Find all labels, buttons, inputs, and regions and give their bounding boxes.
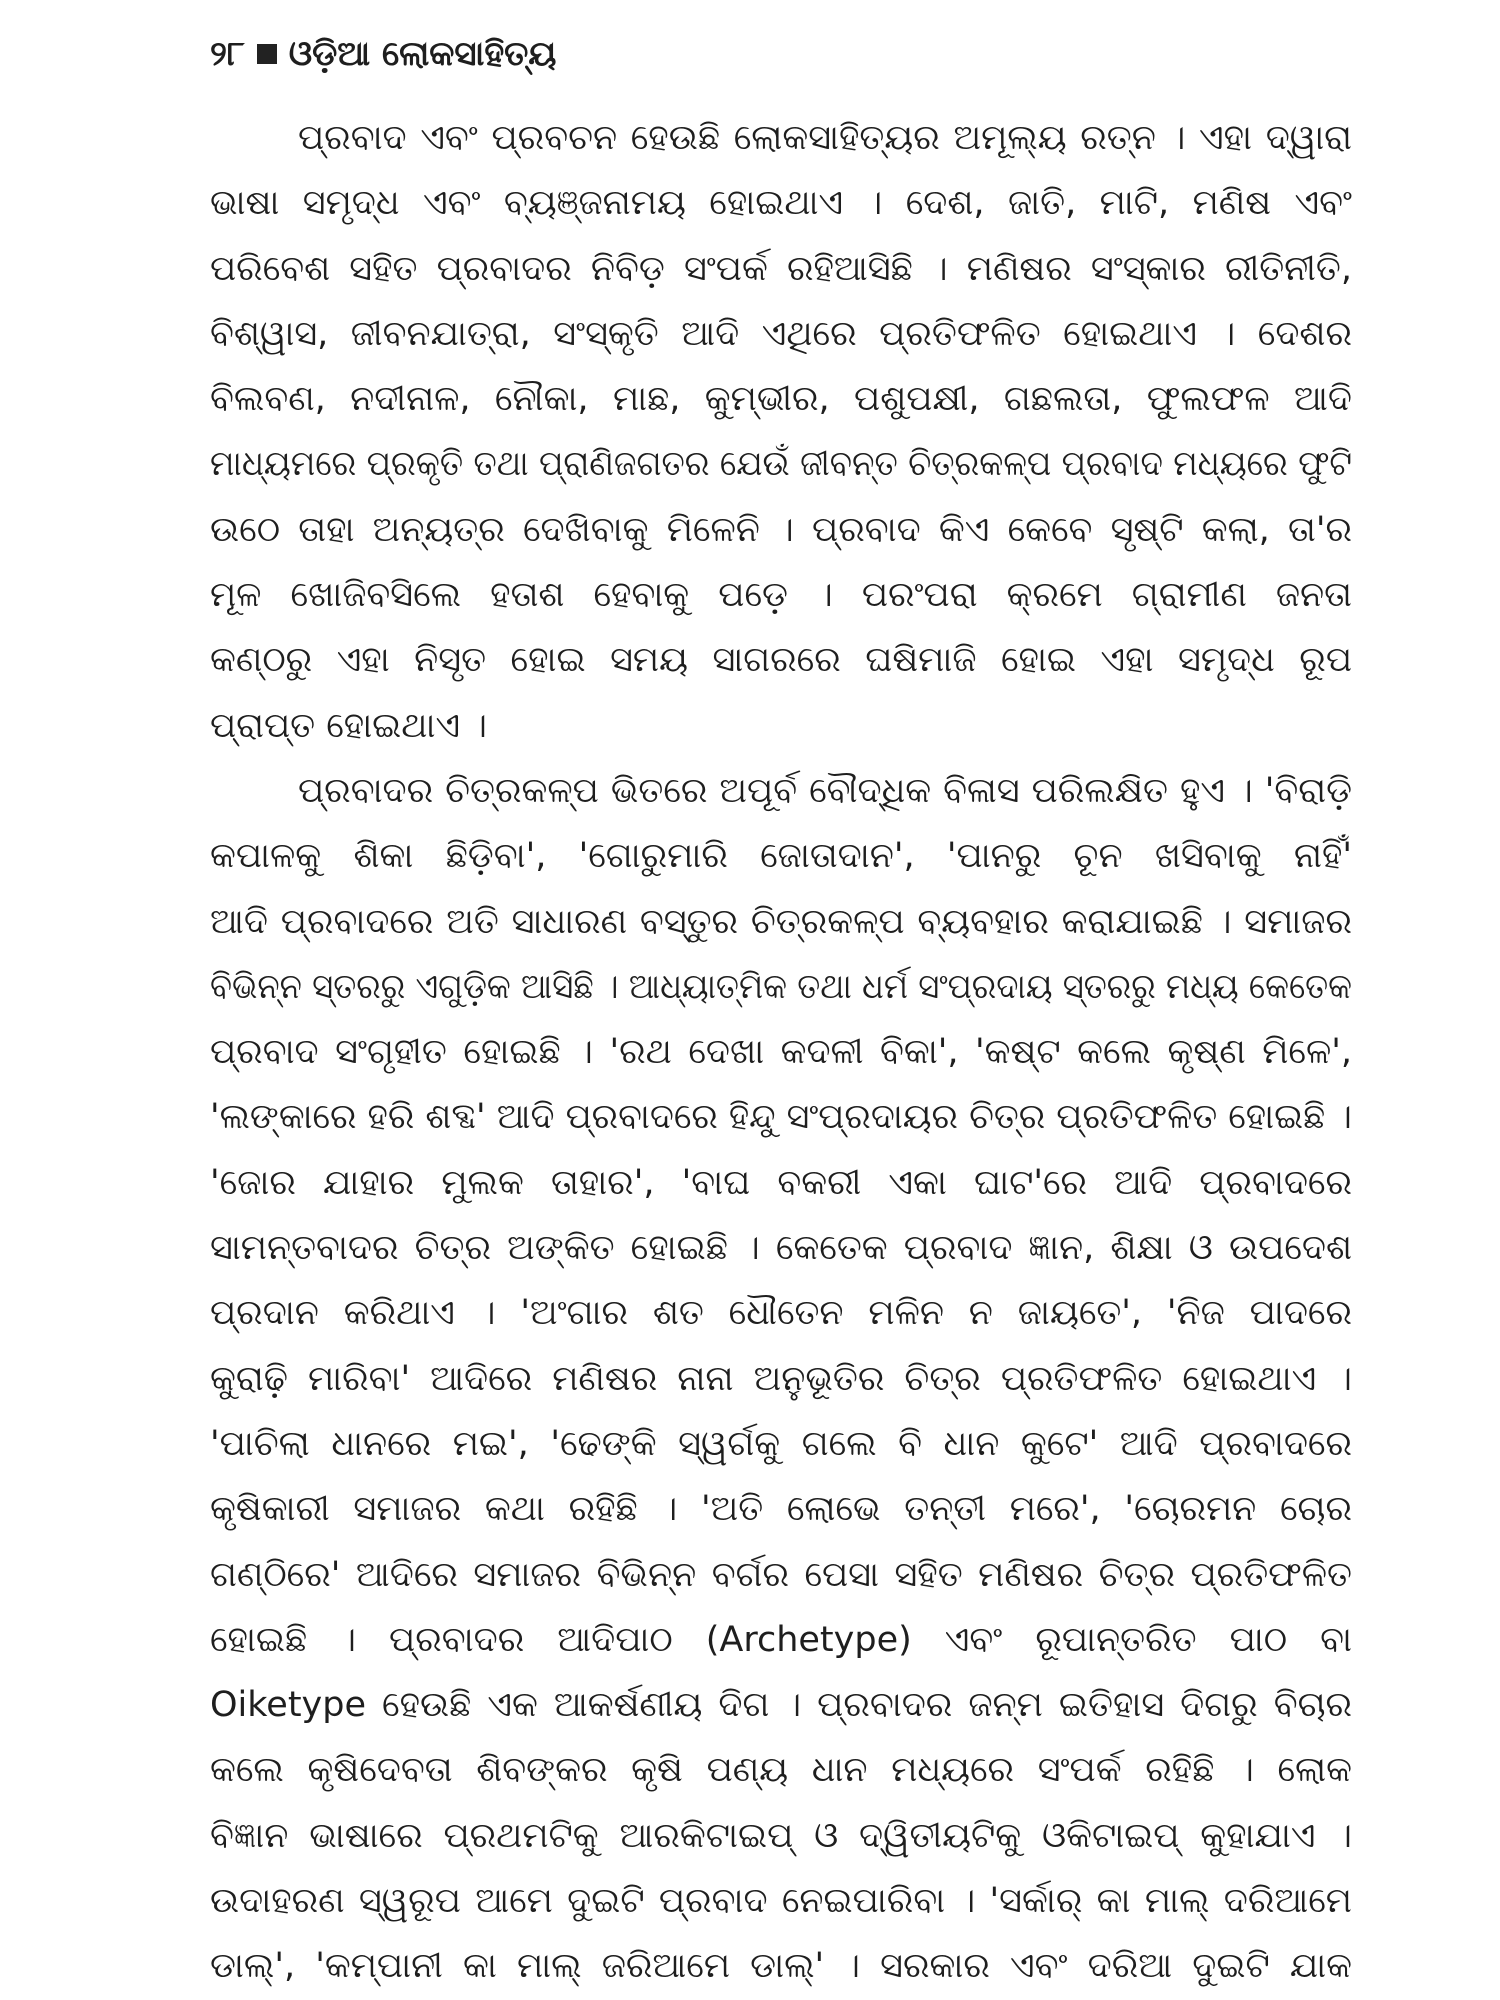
text-line: କୃଷିକାରୀ ସମାଜର କଥା ରହିଛି । 'ଅତି ଲୋଭେ ତନ୍ତୀ ମରେ', 'ଚୋରମନ ଚୋର <box>210 1489 1352 1530</box>
text-line: ବିଶ୍ୱାସ, ଜୀବନଯାତ୍ରା, ସଂସ୍କୃତି ଆଦି ଏଥିରେ ପ୍ରତିଫଳିତ ହୋଇଥାଏ । ଦେଶର <box>210 313 1352 354</box>
page-number: ୨୮ <box>210 34 245 74</box>
text-line: ହୋଇଛି । ପ୍ରବାଦର ଆଦିପାଠ (Archetype) ଏବଂ ରୂପାନ୍ତରିତ ପାଠ ବା <box>210 1619 1352 1660</box>
text-line: ଭାଷା ସମୃଦ୍ଧ ଏବଂ ବ୍ୟଞ୍ଜନାମୟ ହୋଇଥାଏ । ଦେଶ, ଜାତି, ମାଟି, ମଣିଷ ଏବଂ <box>210 183 1352 224</box>
paragraph <box>210 106 1352 759</box>
text-line: ବିଭିନ୍ନ ସ୍ତରରୁ ଏଗୁଡ଼ିକ ଆସିଛି । ଆଧ୍ୟାତ୍ମିକ ତଥା ଧର୍ମ ସଂପ୍ରଦାୟ ସ୍ତରରୁ ମଧ୍ୟ କେତେକ <box>210 966 1352 1007</box>
text-line: ଗଣ୍ଠିରେ' ଆଦିରେ ସମାଜର ବିଭିନ୍ନ ବର୍ଗର ପେସା ସହିତ ମଣିଷର ଚିତ୍ର ପ୍ରତିଫଳିତ <box>210 1554 1352 1595</box>
book-title: ଓଡ଼ିଆ ଲୋକସାହିତ୍ୟ <box>288 34 557 74</box>
paragraph <box>210 759 1352 2000</box>
text-line: ମୂଳ ଖୋଜିବସିଲେ ହତାଶ ହେବାକୁ ପଡ଼େ । ପରଂପରା କ୍ରମେ ଗ୍ରାମୀଣ ଜନତା <box>210 575 1352 616</box>
text-line: ଉଠେ ତାହା ଅନ୍ୟତ୍ର ଦେଖିବାକୁ ମିଳେନି । ପ୍ରବାଦ କିଏ କେବେ ସୃଷ୍ଟି କଲା, ତା'ର <box>210 509 1352 550</box>
text-line: ମାଧ୍ୟମରେ ପ୍ରକୃତି ତଥା ପ୍ରାଣିଜଗତର ଯେଉଁ ଜୀବନ୍ତ ଚିତ୍ରକଳ୍ପ ପ୍ରବାଦ ମଧ୍ୟରେ ଫୁଟି <box>210 444 1352 485</box>
square-bullet-icon <box>257 44 277 64</box>
text-line: Oiketype ହେଉଛି ଏକ ଆକର୍ଷଣୀୟ ଦିଗ । ପ୍ରବାଦର ଜନ୍ମ ଇତିହାସ ଦିଗରୁ ବିଚାର <box>210 1685 1352 1726</box>
text-line: କପାଳକୁ ଶିକା ଛିଡ଼ିବା', 'ଗୋରୁମାରି ଜୋତାଦାନ', 'ପାନରୁ ଚୂନ ଖସିବାକୁ ନାହିଁ' <box>210 836 1352 877</box>
text-line: କୁରାଢ଼ି ମାରିବା' ଆଦିରେ ମଣିଷର ନାନା ଅନୁଭୂତିର ଚିତ୍ର ପ୍ରତିଫଳିତ ହୋଇଥାଏ । <box>210 1358 1352 1399</box>
text-line: 'ଲଙ୍କାରେ ହରି ଶବ୍ଦ' ଆଦି ପ୍ରବାଦରେ ହିନ୍ଦୁ ସଂପ୍ରଦାୟର ଚିତ୍ର ପ୍ରତିଫଳିତ ହୋଇଛି । <box>210 1097 1352 1138</box>
text-line: ଉଦାହରଣ ସ୍ୱରୂପ ଆମେ ଦୁଇଟି ପ୍ରବାଦ ନେଇପାରିବା । 'ସର୍କାର୍ କା ମାଲ୍ ଦରିଆମେ <box>210 1881 1352 1922</box>
text-line: କଣ୍ଠରୁ ଏହା ନିସୃତ ହୋଇ ସମୟ ସାଗରରେ ଘଷିମାଜି ହୋଇ ଏହା ସମୃଦ୍ଧ ରୂପ <box>210 640 1352 681</box>
text-line: ବିଜ୍ଞାନ ଭାଷାରେ ପ୍ରଥମଟିକୁ ଆରକିଟାଇପ୍ ଓ ଦ୍ୱିତୀୟଟିକୁ ଓକିଟାଇପ୍ କୁହାଯାଏ । <box>210 1815 1352 1856</box>
text-line: ପ୍ରବାଦ ଏବଂ ପ୍ରବଚନ ହେଉଛି ଲୋକସାହିତ୍ୟର ଅମୂଲ୍ୟ ରତ୍ନ । ଏହା ଦ୍ୱାରା <box>298 118 1352 158</box>
running-header <box>210 34 556 74</box>
text-line: ଡାଲ୍', 'କମ୍ପାନୀ କା ମାଲ୍ ଜରିଆମେ ଡାଲ୍' । ସରକାର ଏବଂ ଦରିଆ ଦୁଇଟି ଯାକ <box>210 1946 1352 1987</box>
text-line: କଲେ କୃଷିଦେବତା ଶିବଙ୍କର କୃଷି ପଣ୍ୟ ଧାନ ମଧ୍ୟରେ ସଂପର୍କ ରହିଛି । ଲୋକ <box>210 1750 1352 1791</box>
text-line: ପ୍ରାପ୍ତ ହୋଇଥାଏ । <box>210 705 487 746</box>
text-line: ସାମନ୍ତବାଦର ଚିତ୍ର ଅଙ୍କିତ ହୋଇଛି । କେତେକ ପ୍ରବାଦ ଜ୍ଞାନ, ଶିକ୍ଷା ଓ ଉପଦେଶ <box>210 1228 1352 1269</box>
page-body <box>210 106 1352 2000</box>
text-line: ପରିବେଶ ସହିତ ପ୍ରବାଦର ନିବିଡ଼ ସଂପର୍କ ରହିଆସିଛି । ମଣିଷର ସଂସ୍କାର ରୀତିନୀତି, <box>210 248 1352 289</box>
text-line: 'ଜୋର ଯାହାର ମୁଲକ ତାହାର', 'ବାଘ ବକରୀ ଏକା ଘାଟ'ରେ ଆଦି ପ୍ରବାଦରେ <box>210 1162 1352 1203</box>
text-line: 'ପାଚିଲା ଧାନରେ ମଇ', 'ଢେଙ୍କି ସ୍ୱର୍ଗକୁ ଗଲେ ବି ଧାନ କୁଟେ' ଆଦି ପ୍ରବାଦରେ <box>210 1423 1352 1464</box>
text-line: ଆଦି ପ୍ରବାଦରେ ଅତି ସାଧାରଣ ବସ୍ତୁର ଚିତ୍ରକଳ୍ପ ବ୍ୟବହାର କରାଯାଇଛି । ସମାଜର <box>210 901 1352 942</box>
text-line: ବିଲବଣ, ନଦୀନାଳ, ନୌକା, ମାଛ, କୁମ୍ଭୀର, ପଶୁପକ୍ଷୀ, ଗଛଲତା, ଫୁଲଫଳ ଆଦି <box>210 379 1352 420</box>
text-line: ପ୍ରବାଦ ସଂଗୃହୀତ ହୋଇଛି । 'ରଥ ଦେଖା କଦଳୀ ବିକା', 'କଷ୍ଟ କଲେ କୃଷ୍ଣ ମିଳେ', <box>210 1032 1352 1073</box>
text-line: ପ୍ରବାଦର ଚିତ୍ରକଳ୍ପ ଭିତରେ ଅପୂର୍ବ ବୌଦ୍ଧିକ ବିଳାସ ପରିଲକ୍ଷିତ ହୁଏ । 'ବିରାଡ଼ି <box>298 770 1352 811</box>
text-line: ପ୍ରଦାନ କରିଥାଏ । 'ଅଂଗାର ଶତ ଧୌତେନ ମଳିନ ନ ଜାୟତେ', 'ନିଜ ପାଦରେ <box>210 1293 1352 1334</box>
